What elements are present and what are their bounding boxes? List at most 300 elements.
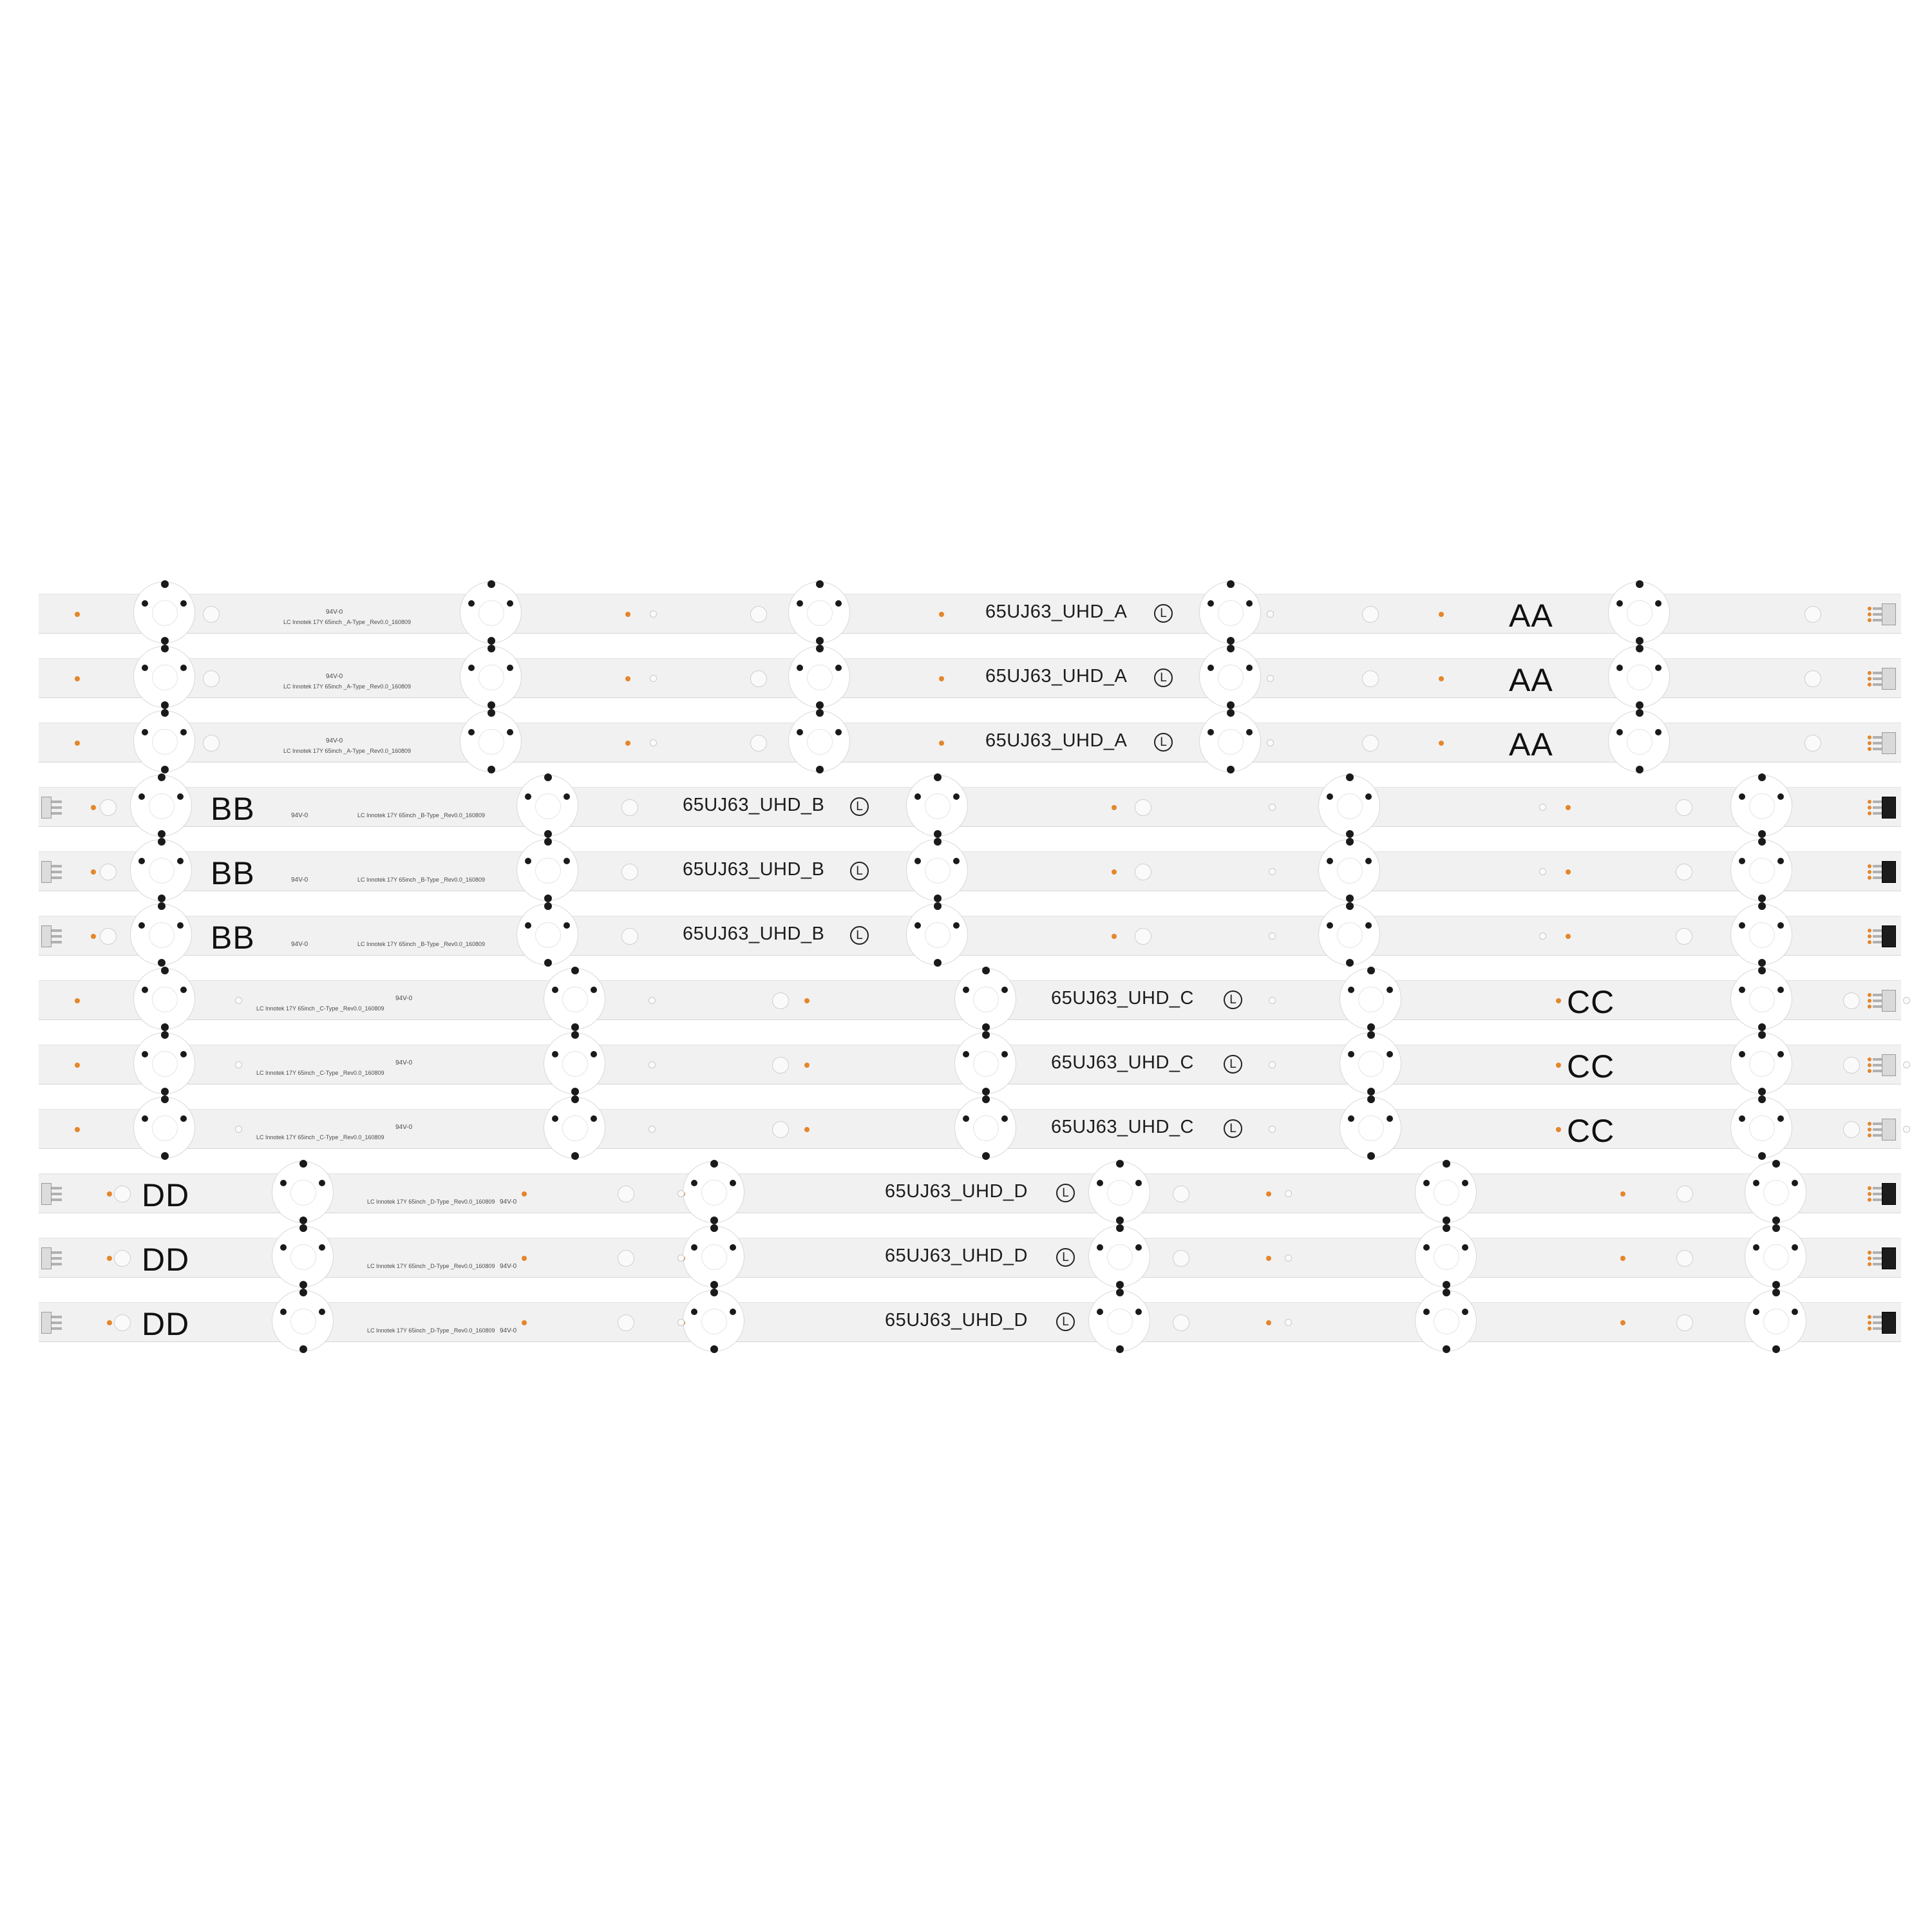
circled-mark: L [850,862,869,880]
solder-pad [1868,800,1871,804]
connector-housing [1882,861,1896,883]
led-pad [1439,676,1444,681]
lens-foot [299,1345,307,1353]
locating-pin [1285,1319,1292,1326]
connector-housing [1882,1183,1896,1205]
flammability-rating: 94V-0 [291,941,308,948]
lens-foot [180,729,187,735]
lens-foot [982,1152,990,1160]
lens-foot [571,967,579,974]
led-pad [1566,805,1571,810]
connector-lead [52,1251,62,1254]
lens-foot [1777,922,1784,929]
model-label: 65UJ63_UHD_D [885,1245,1028,1266]
circled-mark: L [1224,990,1242,1009]
lens-foot [1365,922,1372,929]
led-pad [1266,1191,1271,1197]
led-pad [91,805,96,810]
lens-foot [1462,1309,1468,1315]
connector-lead [1873,748,1882,750]
solder-pad [1868,876,1871,880]
lens-foot [1443,1217,1450,1224]
circled-mark: L [1056,1312,1075,1331]
strip-code: CC [1567,984,1615,1020]
lens-foot [1772,1224,1780,1232]
lens-foot [710,1289,718,1296]
connector-lead [52,941,62,943]
lens-ring [1434,1309,1459,1334]
connector-lead [1873,1321,1882,1324]
diffuser-lens [1730,775,1792,837]
lens-ring [478,729,504,755]
lens-ring [562,987,588,1012]
lens-foot [963,987,969,993]
connector-right [1868,1115,1896,1144]
lens-foot [1097,1180,1103,1186]
lens-foot [797,600,803,607]
connector-lead [1873,1257,1882,1260]
connector-lead [1873,677,1882,680]
lens-foot [468,729,475,735]
connector-lead [52,929,62,932]
led-strip [39,787,1901,827]
lens-foot [158,895,166,902]
connector-lead [1873,994,1882,996]
led-pad [1439,612,1444,617]
lens-foot [1758,1023,1766,1031]
lens-foot [180,987,187,993]
lens-foot [816,645,824,652]
connector-lead [52,800,62,803]
lens-foot [1365,858,1372,864]
connector-housing [41,861,52,883]
mounting-hole [114,1314,131,1331]
lens-foot [488,709,495,717]
lens-foot [177,793,184,800]
locating-pin [1539,933,1546,940]
connector-housing [41,1183,52,1205]
lens-foot [1367,1023,1375,1031]
mounting-hole [1362,670,1379,687]
lens-foot [161,1152,169,1160]
lens-foot [158,838,166,846]
lens-foot [1246,600,1253,607]
locating-pin [1269,804,1276,811]
mounting-hole [1676,1314,1693,1331]
lens-foot [571,1023,579,1031]
lens-foot [1777,1115,1784,1122]
lens-foot [571,1095,579,1103]
locating-pin [650,675,657,682]
locating-pin [677,1190,685,1197]
flammability-rating: 94V-0 [395,1059,413,1066]
diffuser-lens [1415,1290,1477,1352]
lens-ring [1337,793,1363,819]
solder-pad [1868,1192,1871,1196]
lens-foot [280,1309,287,1315]
lens-foot [177,922,184,929]
lens-foot [1777,1051,1784,1057]
model-label: 65UJ63_UHD_C [1051,1117,1194,1137]
lens-ring [152,987,178,1012]
circled-mark: L [1154,604,1173,623]
lens-foot [1772,1281,1780,1289]
strip-code: CC [1567,1048,1615,1084]
lens-ring [1358,1115,1384,1141]
lens-foot [1758,1031,1766,1039]
diffuser-lens [1199,646,1261,708]
lens-foot [1758,895,1766,902]
connector-housing [1882,1247,1896,1269]
lens-foot [142,729,148,735]
lens-foot [710,1281,718,1289]
solder-pad [1868,607,1871,611]
locating-pin [1903,1126,1910,1133]
connector-lead [1873,941,1882,943]
connector-lead [1873,806,1882,809]
diffuser-lens [460,710,522,772]
connector-lead [1873,1070,1882,1072]
locating-pin [1269,868,1276,875]
lens-foot [525,858,531,864]
lens-foot [816,709,824,717]
mounting-hole [1173,1250,1189,1267]
circled-mark: L [1224,1055,1242,1074]
diffuser-lens [133,582,195,643]
lens-foot [468,600,475,607]
connector-lead [52,1321,62,1324]
connector-lead [52,865,62,867]
diffuser-lens [130,904,192,965]
diffuser-lens [460,646,522,708]
mounting-hole [1843,1057,1860,1074]
lens-foot [591,1051,597,1057]
manufacturer-text: LC Innotek 17Y 65inch _A-Type _Rev0.0_160809 [283,748,411,754]
lens-foot [280,1244,287,1251]
locating-pin [1269,933,1276,940]
flammability-rating: 94V-0 [326,673,343,680]
flammability-rating: 94V-0 [326,737,343,744]
lens-ring [1218,729,1244,755]
connector-lead [1873,1263,1882,1265]
led-strip [39,1109,1901,1149]
locating-pin [677,1319,685,1326]
lens-foot [1443,1289,1450,1296]
connector-lead [1873,1327,1882,1330]
lens-foot [1348,1051,1354,1057]
diffuser-lens [683,1161,744,1223]
connector-lead [52,871,62,873]
lens-foot [138,793,145,800]
lens-foot [934,902,942,910]
led-pad [107,1320,112,1325]
lens-ring [1107,1244,1133,1270]
diffuser-lens [788,646,850,708]
locating-pin [1285,1190,1292,1197]
solder-pad [1868,612,1871,616]
circled-mark: L [850,797,869,816]
connector-left [36,1244,67,1273]
lens-foot [142,1115,148,1122]
lens-foot [982,1095,990,1103]
mounting-hole [1362,606,1379,623]
mounting-hole [621,928,638,945]
lens-foot [161,709,169,717]
connector-right [1868,664,1896,694]
lens-foot [1792,1180,1798,1186]
lens-ring [152,729,178,755]
lens-foot [1758,967,1766,974]
lens-foot [1346,959,1354,967]
mounting-hole [1843,992,1860,1009]
lens-foot [544,902,552,910]
diffuser-lens [1608,710,1670,772]
lens-foot [161,580,169,588]
lens-foot [1758,838,1766,846]
locating-pin [1267,611,1274,618]
lens-foot [571,1088,579,1095]
diffuser-lens [1088,1161,1150,1223]
lens-ring [478,600,504,626]
solder-pad [1868,1057,1871,1061]
lens-ring [535,858,561,884]
connector-lead [52,812,62,815]
led-pad [939,741,944,746]
solder-pad [1868,1256,1871,1260]
locating-pin [650,611,657,618]
mounting-hole [1676,864,1692,880]
lens-foot [1739,1115,1745,1122]
lens-foot [710,1345,718,1353]
connector-right [1868,793,1896,822]
manufacturer-text: LC Innotek 17Y 65inch _C-Type _Rev0.0_160809 [256,1070,384,1076]
led-pad [1112,934,1117,939]
mounting-hole [1135,928,1151,945]
lens-foot [1753,1309,1759,1315]
led-pad [75,1063,80,1068]
lens-ring [701,1309,727,1334]
solder-pad [1868,1198,1871,1202]
diffuser-lens [1745,1161,1806,1223]
flammability-rating: 94V-0 [500,1327,517,1334]
lens-foot [1208,729,1214,735]
diffuser-lens [1340,1097,1401,1159]
lens-foot [525,922,531,929]
connector-lead [1873,742,1882,744]
lens-foot [914,793,921,800]
flammability-rating: 94V-0 [326,609,343,616]
lens-ring [1627,600,1653,626]
mounting-hole [1173,1186,1189,1202]
led-strip [39,1045,1901,1084]
solder-pad [1868,1321,1871,1325]
lens-ring [1763,1309,1789,1334]
lens-foot [1758,1152,1766,1160]
manufacturer-text: LC Innotek 17Y 65inch _D-Type _Rev0.0_160809 [367,1327,495,1334]
lens-ring [701,1180,727,1206]
lens-foot [319,1309,325,1315]
lens-foot [1367,1031,1375,1039]
lens-foot [730,1244,736,1251]
mounting-hole [750,606,767,623]
connector-lead [1873,607,1882,610]
led-pad [1566,934,1571,939]
lens-foot [507,665,513,671]
diffuser-lens [133,1032,195,1094]
led-pad [522,1256,527,1261]
locating-pin [235,997,242,1004]
solder-pad [1868,806,1871,810]
led-pad [939,676,944,681]
lens-foot [1001,987,1008,993]
lens-foot [180,665,187,671]
circled-mark: L [1154,733,1173,752]
led-pad [75,1127,80,1132]
lens-ring [807,600,833,626]
connector-right [1868,1050,1896,1080]
mounting-hole [114,1250,131,1267]
manufacturer-text: LC Innotek 17Y 65inch _D-Type _Rev0.0_160809 [367,1198,495,1205]
diffuser-lens [1088,1226,1150,1287]
lens-foot [1346,902,1354,910]
connector-housing [1882,1119,1896,1141]
connector-housing [1882,1312,1896,1334]
lens-foot [691,1180,697,1186]
solder-pad [1868,1133,1871,1137]
circled-mark: L [1224,1119,1242,1138]
lens-foot [564,858,570,864]
lens-foot [591,1115,597,1122]
led-pad [75,998,80,1003]
solder-pad [1868,1069,1871,1073]
lens-foot [591,987,597,993]
connector-housing [41,925,52,947]
diffuser-lens [130,775,192,837]
lens-foot [953,922,960,929]
connector-housing [1882,668,1896,690]
led-pad [91,869,96,875]
connector-lead [1873,929,1882,932]
diffuser-lens [1745,1290,1806,1352]
solder-pad [1868,671,1871,675]
lens-foot [161,637,169,645]
connector-lead [1873,1193,1882,1195]
diffuser-lens [1730,1032,1792,1094]
lens-foot [180,600,187,607]
solder-pad [1868,993,1871,997]
mounting-hole [772,992,789,1009]
lens-foot [1116,1345,1124,1353]
lens-foot [488,637,495,645]
lens-foot [525,793,531,800]
flammability-rating: 94V-0 [395,1124,413,1131]
lens-foot [1367,1095,1375,1103]
diffuser-lens [1730,904,1792,965]
lens-foot [1758,1095,1766,1103]
lens-foot [180,1115,187,1122]
model-label: 65UJ63_UHD_B [683,795,825,815]
solder-pad [1868,1005,1871,1009]
mounting-hole [1135,864,1151,880]
lens-ring [562,1115,588,1141]
lens-foot [544,830,552,838]
lens-foot [1227,701,1235,709]
lens-ring [807,729,833,755]
connector-housing [1882,925,1896,947]
model-label: 65UJ63_UHD_C [1051,988,1194,1009]
lens-foot [1636,645,1643,652]
lens-foot [1367,1088,1375,1095]
lens-ring [1627,729,1653,755]
lens-foot [1772,1160,1780,1168]
connector-housing [1882,732,1896,754]
connector-lead [1873,1251,1882,1254]
diffuser-lens [133,1097,195,1159]
locating-pin [1539,868,1546,875]
diffuser-lens [133,710,195,772]
lens-foot [488,580,495,588]
lens-ring [562,1051,588,1077]
mounting-hole [1676,1250,1693,1267]
locating-pin [235,1126,242,1133]
solder-pad [1868,1186,1871,1190]
manufacturer-text: LC Innotek 17Y 65inch _C-Type _Rev0.0_160809 [256,1005,384,1012]
mounting-hole [203,606,220,623]
locating-pin [1285,1255,1292,1262]
connector-right [1868,1308,1896,1338]
locating-pin [649,1126,656,1133]
strip-code: BB [211,791,255,827]
connector-lead [1873,1122,1882,1125]
lens-ring [149,922,175,948]
connector-lead [1873,999,1882,1002]
lens-ring [478,665,504,690]
diffuser-lens [544,1097,605,1159]
connector-lead [52,1316,62,1318]
lens-foot [161,1095,169,1103]
lens-foot [691,1309,697,1315]
diffuser-lens [1318,904,1380,965]
lens-foot [797,729,803,735]
connector-lead [1873,935,1882,938]
connector-lead [1873,1064,1882,1066]
lens-foot [544,773,552,781]
connector-lead [1873,683,1882,686]
strip-code: BB [211,920,255,956]
locating-pin [650,739,657,746]
connector-right [1868,1179,1896,1209]
lens-foot [544,959,552,967]
model-label: 65UJ63_UHD_A [985,666,1128,687]
mounting-hole [1362,735,1379,752]
connector-lead [1873,1198,1882,1201]
manufacturer-text: LC Innotek 17Y 65inch _A-Type _Rev0.0_160809 [283,619,411,625]
lens-foot [914,922,921,929]
diffuser-lens [544,968,605,1030]
lens-foot [1739,1051,1745,1057]
diffuser-lens [1730,968,1792,1030]
diffuser-lens [1199,710,1261,772]
lens-ring [925,793,951,819]
lens-foot [1655,729,1662,735]
lens-foot [319,1244,325,1251]
connector-left [36,922,67,951]
lens-ring [1749,858,1775,884]
lens-foot [835,600,842,607]
led-strip [39,1238,1901,1278]
mounting-hole [621,799,638,816]
lens-foot [1758,902,1766,910]
